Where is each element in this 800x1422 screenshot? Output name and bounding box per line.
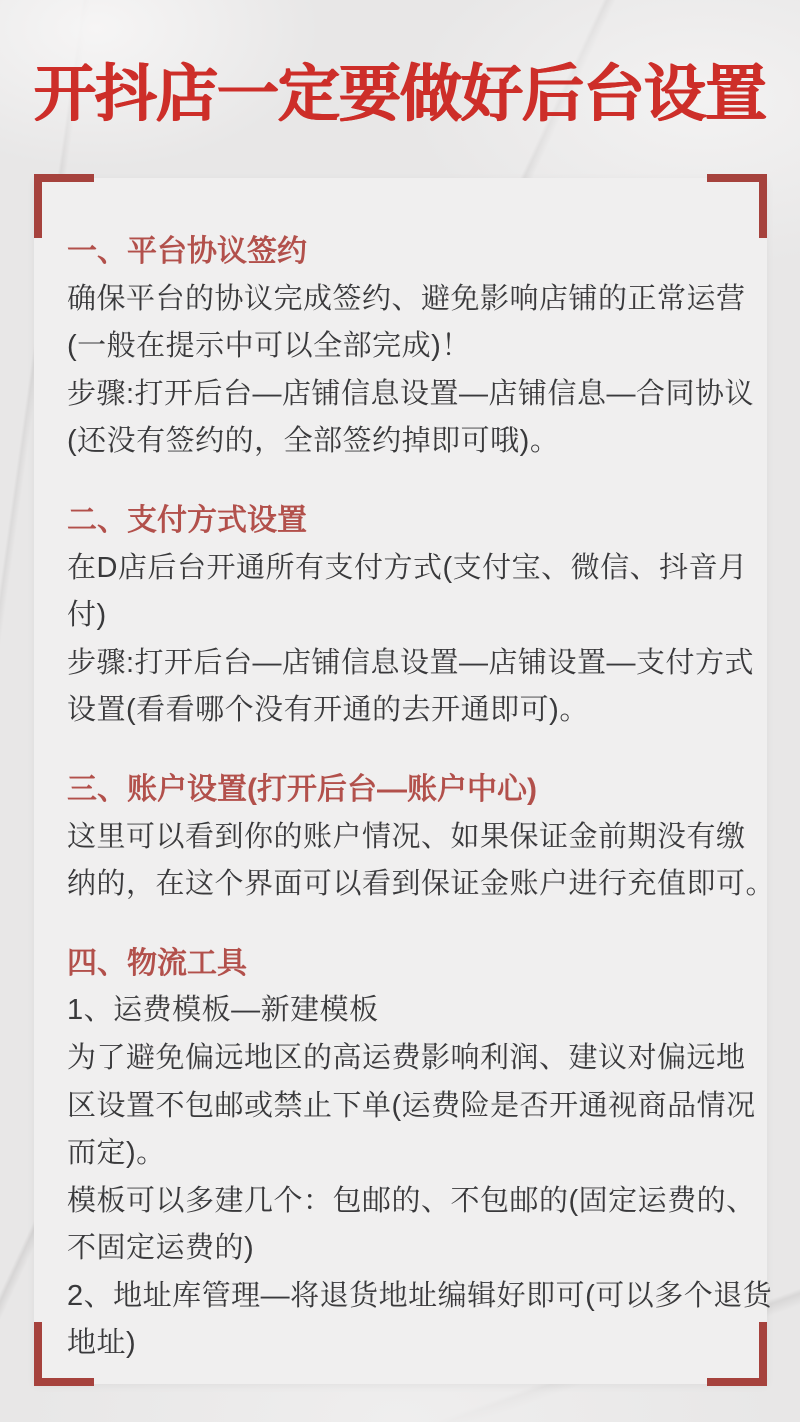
content-panel: [34, 178, 776, 1384]
body-line: 设置(看看哪个没有开通的去开通即可)。: [67, 694, 589, 727]
body-line: 1、运费模板—新建模板: [67, 994, 379, 1027]
body-line: 纳的，在这个界面可以看到保证金账户进行充值即可。: [67, 868, 776, 901]
body-line: 而定)。: [67, 1137, 166, 1170]
section-4: [67, 940, 773, 1368]
corner-bracket-bottom-right: [707, 1322, 767, 1386]
body-line: 地址): [67, 1327, 137, 1360]
sections-container: [67, 228, 776, 1368]
body-line: (一般在提示中可以全部完成)！: [67, 330, 471, 363]
page-title: 开抖店一定要做好后台设置: [33, 60, 766, 129]
body-line: 确保平台的协议完成签约、避免影响店铺的正常运营: [67, 282, 746, 315]
corner-bracket-top-left: [34, 174, 94, 238]
section-heading: 一、平台协议签约: [67, 235, 307, 268]
body-line: 这里可以看到你的账户情况、如果保证金前期没有缴: [67, 820, 746, 853]
body-line: 付): [67, 599, 107, 632]
corner-bracket-top-right: [707, 174, 767, 238]
body-line: 区设置不包邮或禁止下单(运费险是否开通视商品情况: [67, 1089, 756, 1122]
corner-bracket-bottom-left: [34, 1322, 94, 1386]
body-line: 模板可以多建几个：包邮的、不包邮的(固定运费的、: [67, 1184, 756, 1217]
body-line: 步骤:打开后台—店铺信息设置—店铺信息—合同协议: [67, 377, 755, 410]
section-heading: 三、账户设置(打开后台—账户中心): [67, 772, 537, 806]
body-line: 不固定运费的): [67, 1232, 255, 1265]
section-1: [67, 228, 755, 466]
body-line: 为了避免偏远地区的高运费影响利润、建议对偏远地: [67, 1041, 746, 1074]
section-heading: 二、支付方式设置: [67, 503, 307, 537]
body-line: 在D店后台开通所有支付方式(支付宝、微信、抖音月: [67, 551, 748, 584]
body-line: (还没有签约的，全部签约掉即可哦)。: [67, 425, 560, 458]
section-heading: 四、物流工具: [67, 946, 247, 980]
section-3: [67, 766, 776, 909]
body-line: 2、地址库管理—将退货地址编辑好即可(可以多个退货: [67, 1279, 773, 1312]
body-line: 步骤:打开后台—店铺信息设置—店铺设置—支付方式: [67, 646, 755, 679]
section-2: [67, 497, 755, 735]
